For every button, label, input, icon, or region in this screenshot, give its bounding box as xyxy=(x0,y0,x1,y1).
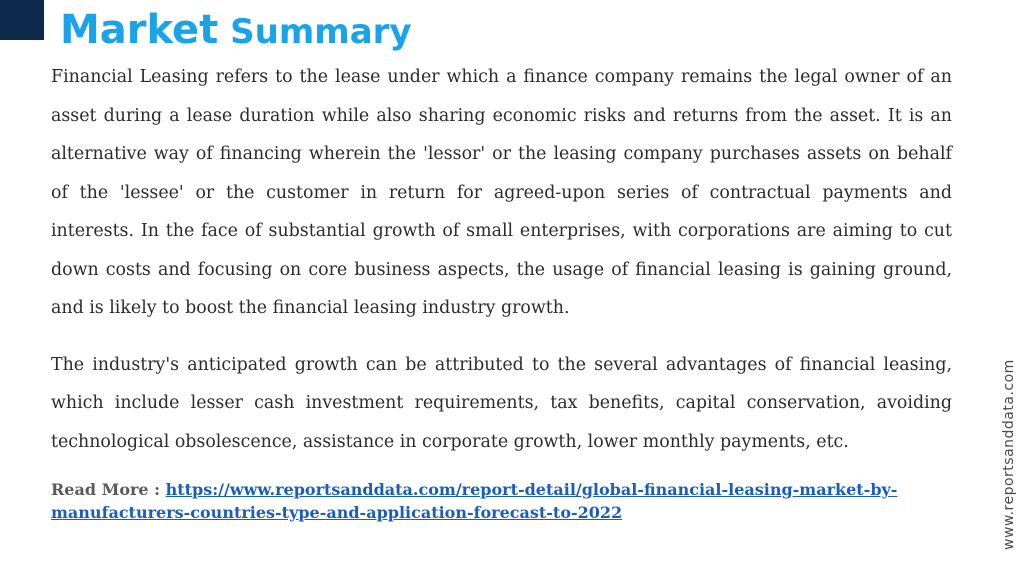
corner-accent-square xyxy=(0,0,44,40)
read-more-link[interactable]: https://www.reportsanddata.com/report-detail/global-financial-leasing-market-by-manufacturers-countries-type-and-application-forecast-to-2022 xyxy=(51,480,898,522)
title-word-market: Market xyxy=(60,7,219,53)
page-title xyxy=(60,6,412,56)
side-watermark-url: www.reportsanddata.com xyxy=(1001,359,1017,550)
summary-body xyxy=(51,58,952,461)
title-word-summary: Summary xyxy=(230,12,412,52)
read-more-label: Read More : xyxy=(51,480,166,499)
summary-paragraph-2: The industry's anticipated growth can be attributed to the several advantages of financial leasing, which include lesser cash investment requirements, tax benefits, capital conservation, avoiding technological obsolescence, assistance in corporate growth, lower monthly payments, etc. xyxy=(51,354,952,452)
summary-paragraph-1: Financial Leasing refers to the lease under which a finance company remains the legal owner of an asset during a lease duration while also sharing economic risks and returns from the asset. It is an alternative way of financing wherein the 'lessor' or the leasing company purchases assets on behalf of the 'lessee' or the customer in return for agreed-upon series of contractual payments and interests. In the face of substantial growth of small enterprises, with corporations are aiming to cut down costs and focusing on core business aspects, the usage of financial leasing is gaining ground, and is likely to boost the financial leasing industry growth. xyxy=(51,67,952,318)
read-more xyxy=(51,478,952,524)
